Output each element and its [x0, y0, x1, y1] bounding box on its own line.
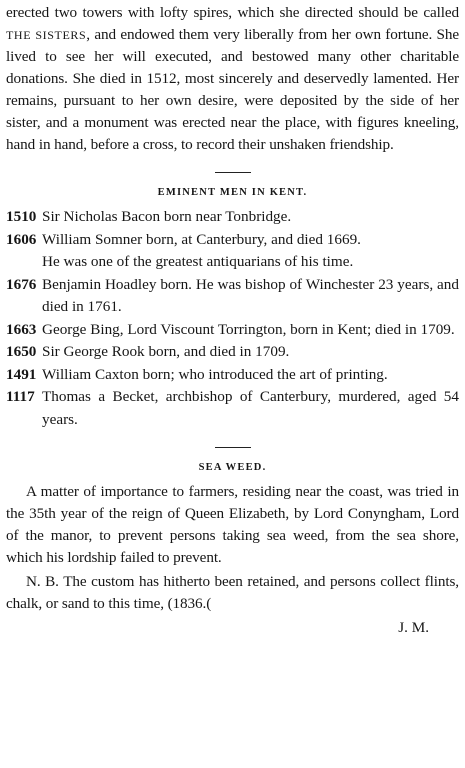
sea-weed-paragraph: A matter of importance to farmers, residing near the coast, was tried in the 35th year of the reign of Queen Elizabeth, by Lord Conyngham, Lord of the manor, to prevent persons taking sea weed, from the sea shore, which his lordship failed to prevent. — [6, 483, 459, 566]
entry-text: Benjamin Hoadley born. He was bishop of Winchester 23 years, and died in 1761. — [42, 275, 459, 315]
list-item — [6, 206, 459, 229]
entry-text: Sir Nicholas Bacon born near Tonbridge. — [42, 208, 292, 225]
intro-paragraph — [6, 0, 459, 156]
entry-text: Thomas a Becket, archbishop of Canterbury, murdered, aged 54 years. — [42, 388, 459, 428]
entry-year: 1491 — [6, 365, 37, 383]
entry-year: 1676 — [6, 275, 37, 293]
list-item — [6, 229, 459, 274]
section-divider-1 — [215, 172, 251, 173]
eminent-men-list — [6, 206, 459, 431]
list-item — [6, 319, 459, 342]
the-sisters-name: THE SISTERS — [6, 28, 87, 42]
list-item — [6, 364, 459, 387]
section-divider-2 — [215, 447, 251, 448]
intro-text-part2: , and endowed them very liberally from her own fortune. She lived to see her will executed, and bestowed many other charitable donations. She died in 1512, most sincerely and deservedly lamented. Her remains, pursuant to her own desire, were deposited by the side of her sister, and a monument was erected near the place, with figures kneeling, hand in hand, before a cross, to record their unshaken friendship. — [6, 26, 459, 153]
list-item — [6, 341, 459, 364]
entry-text: Sir George Rook born, and died in 1709. — [42, 343, 290, 360]
section-heading-sea-weed: SEA WEED. — [198, 462, 267, 473]
note-paragraph: N. B. The custom has hitherto been retained, and persons collect flints, chalk, or sand to this time, (1836.( — [6, 573, 459, 612]
entry-text: William Somner born, at Canterbury, and died 1669. — [42, 230, 361, 248]
list-item — [6, 386, 459, 431]
entry-continuation: He was one of the greatest antiquarians of his time. — [42, 253, 354, 270]
entry-year: 1606 — [6, 230, 37, 248]
entry-text: George Bing, Lord Viscount Torrington, born in Kent; died in 1709. — [42, 320, 455, 338]
entry-year: 1117 — [6, 388, 35, 405]
entry-year: 1510 — [6, 208, 37, 225]
signature: J. M. — [398, 619, 429, 636]
section-heading-eminent-men: EMINENT MEN IN KENT. — [157, 187, 308, 198]
list-item — [6, 274, 459, 319]
entry-year: 1650 — [6, 343, 37, 360]
entry-text: William Caxton born; who introduced the art of printing. — [42, 365, 388, 383]
intro-text-part1: erected two towers with lofty spires, which she directed should be called — [6, 4, 459, 21]
entry-year: 1663 — [6, 320, 37, 338]
